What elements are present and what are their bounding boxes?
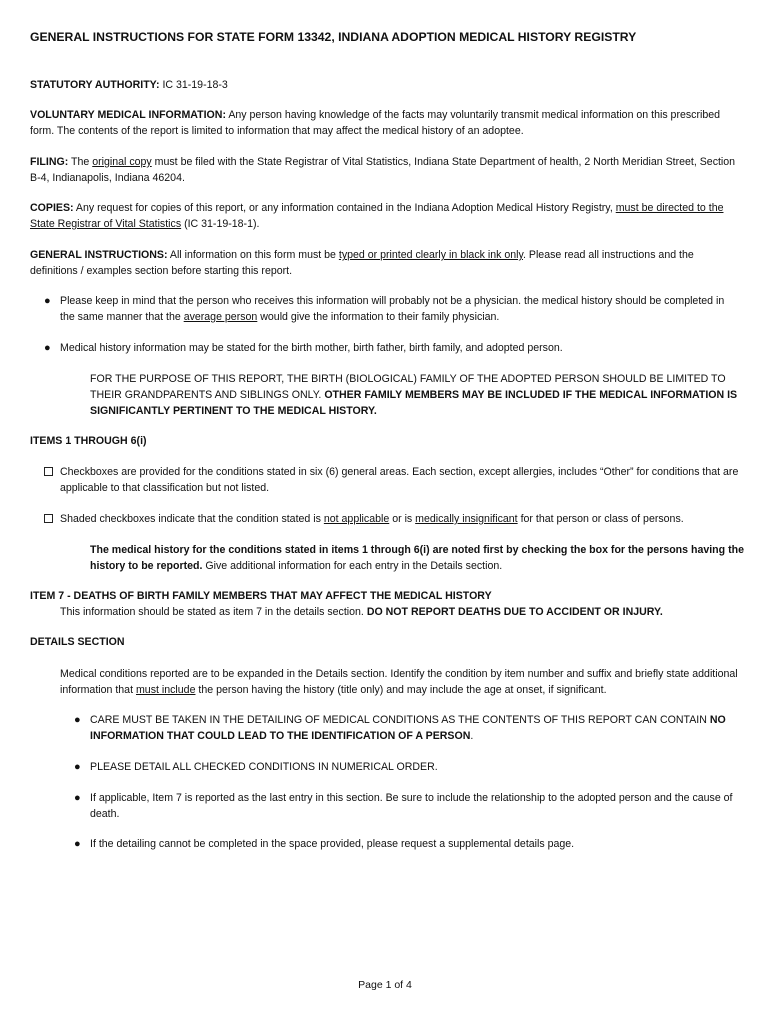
bullet-text (60, 293, 740, 325)
box2-text-3: for that person or class of persons. (520, 513, 684, 525)
copies-text-2: (IC 31-19-18-1). (184, 218, 260, 230)
medical-history-paragraph (90, 542, 746, 574)
bullet1-text-1: Please keep in mind that the person who receives this information will probably not be a physician. the medical history should be completed in the same manner that the (60, 295, 725, 323)
general-text-2: . Please read all instructions and the definitions / examples section before starting this report. (30, 249, 694, 277)
copies-underline: must be directed to the State Registrar of Vital Statistics (30, 202, 724, 230)
purpose-text: FOR THE PURPOSE OF THIS REPORT, THE BIRTH (BIOLOGICAL) FAMILY OF THE ADOPTED PERSON SHOULD BE LIMITED TO THEIR GRANDPARENTS AND SIBLINGS ONLY. (90, 373, 726, 401)
filing-label: FILING: (30, 156, 69, 168)
general-underline: typed or printed clearly in black ink only (338, 249, 523, 261)
bullet-icon: ● (44, 295, 51, 307)
copies-text-1: Any request for copies of this report, or any information contained in the Indiana Adoption Medical History Registry, (75, 202, 613, 214)
items-heading: ITEMS 1 THROUGH 6(i) (30, 435, 147, 447)
statutory-label: STATUTORY AUTHORITY: (30, 79, 160, 91)
filing-text-2: must be filed with the State Registrar of Vital Statistics, Indiana State Department of health, 2 North Meridian Street, Section B-4, Indianapolis, Indiana 46204. (30, 156, 736, 184)
bullet1-underline: average person (183, 311, 258, 323)
checkbox-note-text (60, 511, 740, 527)
details-bullet-text: If the detailing cannot be completed in the space provided, please request a supplemental details page. (90, 838, 575, 850)
general-label: GENERAL INSTRUCTIONS: (30, 249, 168, 261)
box2-text-1: Shaded checkboxes indicate that the condition stated is (60, 513, 321, 525)
item7-heading: ITEM 7 - DEATHS OF BIRTH FAMILY MEMBERS THAT MAY AFFECT THE MEDICAL HISTORY (30, 590, 492, 602)
statutory-authority (30, 77, 742, 93)
voluntary-label: VOLUNTARY MEDICAL INFORMATION: (30, 109, 226, 121)
medhist-text: Give additional information for each entry in the Details section. (205, 560, 503, 572)
details-text-2: the person having the history (title only) and may include the age at onset, if significant. (198, 684, 607, 696)
bullet-icon: ● (74, 838, 81, 850)
purpose-paragraph (90, 371, 746, 419)
statutory-text: IC 31-19-18-3 (162, 79, 228, 91)
checkbox-icon (44, 467, 53, 476)
bullet1-text-2: would give the information to their family physician. (260, 311, 500, 323)
box2-text-2: or is (392, 513, 413, 525)
voluntary-text: Any person having knowledge of the facts may voluntarily transmit medical information on this prescribed form. The contents of the report is limited to information that may affect the medical history of an adoptee. (30, 109, 721, 137)
box2-underline-2: medically insignificant (415, 513, 518, 525)
details-bullet-text: If applicable, Item 7 is reported as the last entry in this section. Be sure to include the relationship to the adopted person and the cause of death. (90, 792, 733, 820)
d1-bold: NO INFORMATION THAT COULD LEAD TO THE IDENTIFICATION OF A PERSON (90, 714, 726, 742)
purpose-bold: OTHER FAMILY MEMBERS MAY BE INCLUDED IF THE MEDICAL INFORMATION IS SIGNIFICANTLY PERTINENT TO THE MEDICAL HISTORY. (90, 389, 738, 417)
box2-underline-1: not applicable (323, 513, 390, 525)
details-underline: must include (135, 684, 196, 696)
bullet-icon: ● (74, 761, 81, 773)
item7-bold: DO NOT REPORT DEATHS DUE TO ACCIDENT OR INJURY. (366, 606, 663, 618)
general-text-1: All information on this form must be (169, 249, 336, 261)
voluntary-paragraph (30, 107, 742, 139)
bullet-icon: ● (74, 792, 81, 804)
copies-label: COPIES: (30, 202, 74, 214)
checkbox-icon (44, 514, 53, 523)
details-bullet-text: PLEASE DETAIL ALL CHECKED CONDITIONS IN NUMERICAL ORDER. (90, 761, 438, 773)
page-number: Page 1 of 4 (358, 979, 412, 991)
checkbox-note-text: Checkboxes are provided for the conditions stated in six (6) general areas. Each section, except allergies, includes “Other” for conditions that are applicable to that classification but not listed. (60, 466, 739, 494)
d1-text-2: . (470, 730, 474, 742)
item7-paragraph (60, 604, 746, 620)
general-instructions-paragraph (30, 247, 742, 279)
details-paragraph (60, 666, 746, 698)
filing-paragraph (30, 154, 742, 186)
medhist-bold: The medical history for the conditions stated in items 1 through 6(i) are noted first by checking the box for the persons having the history to be reported. (90, 544, 744, 572)
item7-text: This information should be stated as item 7 in the details section. (60, 606, 364, 618)
d1-text-1: CARE MUST BE TAKEN IN THE DETAILING OF MEDICAL CONDITIONS AS THE CONTENTS OF THIS REPORT CAN CONTAIN (90, 714, 707, 726)
bullet-text: Medical history information may be stated for the birth mother, birth father, birth family, and adopted person. (60, 342, 563, 354)
page-title: GENERAL INSTRUCTIONS FOR STATE FORM 13342, INDIANA ADOPTION MEDICAL HISTORY REGISTRY (30, 30, 637, 44)
filing-underline: original copy (92, 156, 152, 168)
details-bullet-text (90, 712, 746, 744)
copies-paragraph (30, 200, 742, 232)
bullet-icon: ● (44, 342, 51, 354)
details-text-1: Medical conditions reported are to be expanded in the Details section. Identify the condition by item number and suffix and briefly state additional information that (60, 668, 738, 696)
filing-text-1: The (71, 156, 90, 168)
details-heading: DETAILS SECTION (30, 636, 125, 648)
bullet-icon: ● (74, 714, 81, 726)
